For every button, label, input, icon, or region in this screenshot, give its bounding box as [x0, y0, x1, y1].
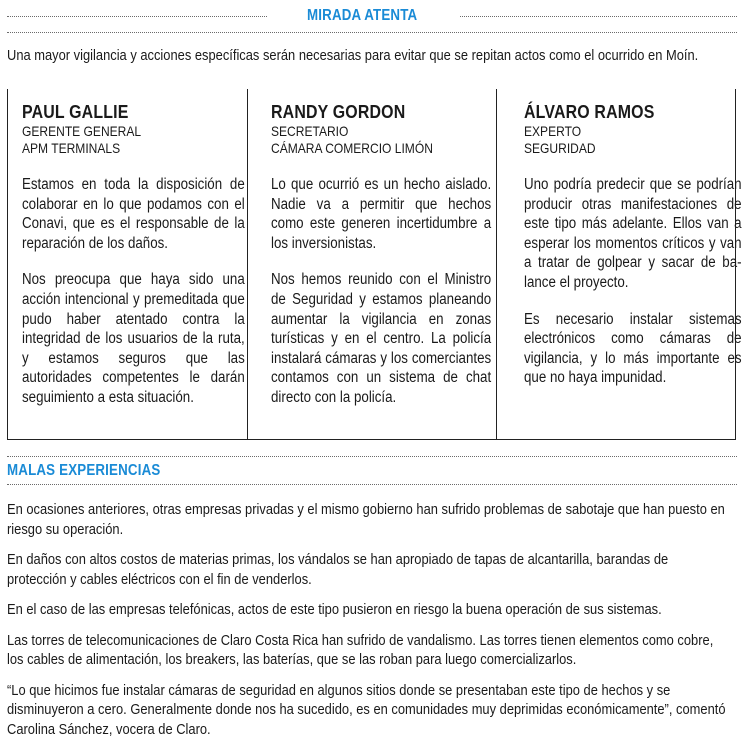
section2-top-rule — [7, 456, 737, 457]
quote-paragraph: Es necesario instalar sistemas electrónicos como cámaras de vigilancia, y lo más importante es que no haya impunidad. — [524, 310, 742, 387]
section-title-mirada-atenta: MIRADA ATENTA — [307, 7, 418, 24]
person-name: PAUL GALLIE — [22, 101, 129, 122]
section2-body — [7, 500, 729, 750]
person-name: ÁLVARO RAMOS — [524, 101, 655, 122]
quote-paragraph: Nos preocupa que haya sido una acción intencional y premeditada que pudo haber atentado contra la integridad de los usuarios de la ruta, y estamos seguros que las autoridades competentes le darán seguimiento a esta situación. — [22, 271, 245, 406]
quote-column-2 — [247, 89, 496, 439]
person-organization: CÁMARA COMERCIO LIMÓN — [271, 140, 433, 156]
person-role: SECRETARIO — [271, 123, 349, 139]
top-dotted-rule — [7, 16, 267, 17]
body-paragraph: En el caso de las empresas telefónicas, actos de este tipo pusieron en riesgo la buena operación de sus sistemas. — [7, 601, 662, 618]
quote-paragraph: Nos hemos reunido con el Ministro de Seguridad y estamos planeando aumentar la vigilancia en zonas turísticas y en el centro. La policía instalará cámaras y los comerciantes contamos con un sistema de chat directo con la policía. — [271, 271, 492, 406]
body-paragraph: En ocasiones anteriores, otras empresas privadas y el mismo gobierno han sufrido problemas de sabotaje que han puesto en riesgo su operación. — [7, 501, 725, 538]
person-name: RANDY GORDON — [271, 101, 406, 122]
body-paragraph: “Lo que hicimos fue instalar cámaras de seguridad en algunos sitios donde se presentaban este tipo de hechos y se disminuyeron a cero. Generalmente donde nos ha sucedido, es en comunidades muy deprimidas económicamente”, comentó Carolina Sánchez, vocera de Claro. — [7, 681, 726, 738]
section1-intro: Una mayor vigilancia y acciones específicas serán necesarias para evitar que se repitan actos como el ocurrido en Moín. — [7, 47, 699, 64]
section2-underline — [7, 484, 737, 485]
body-paragraph: Las torres de telecomunicaciones de Claro Costa Rica han sufrido de vandalismo. Las torres tienen elementos como cobre, los cables de alimentación, los breakers, las baterías, que se las roban para luego comercializarlos. — [7, 631, 714, 668]
body-paragraph: En daños con altos costos de materias primas, los vándalos se han apropiado de tapas de alcantarilla, barandas de protección y cables eléctricos con el fin de venderlos. — [7, 551, 669, 588]
quote-paragraph: Estamos en toda la disposición de colaborar en lo que podamos con el Conavi, que es el responsable de la reparación de los daños. — [22, 176, 245, 252]
quote-column-1 — [8, 89, 248, 439]
section-title-malas-experiencias: MALAS EXPERIENCIAS — [7, 462, 161, 479]
top-dotted-rule-right — [460, 16, 737, 17]
person-organization: SEGURIDAD — [524, 140, 596, 156]
quote-paragraph: Uno podría predecir que se podrían producir otras manifestaciones de este tipo más adelante. Ellos van a esperar los momentos críticos y van a tratar de golpear y sacar de balance el proyecto. — [524, 176, 742, 291]
person-role: EXPERTO — [524, 123, 582, 139]
person-role: GERENTE GENERAL — [22, 123, 142, 139]
quote-column-3 — [496, 89, 742, 439]
section1-underline — [7, 32, 737, 33]
quote-paragraph: Lo que ocurrió es un hecho aislado. Nadie va a permitir que hechos como este generen incertidumbre a los inversionistas. — [271, 176, 492, 252]
quotes-box — [7, 89, 742, 440]
person-organization: APM TERMINALS — [22, 140, 121, 156]
